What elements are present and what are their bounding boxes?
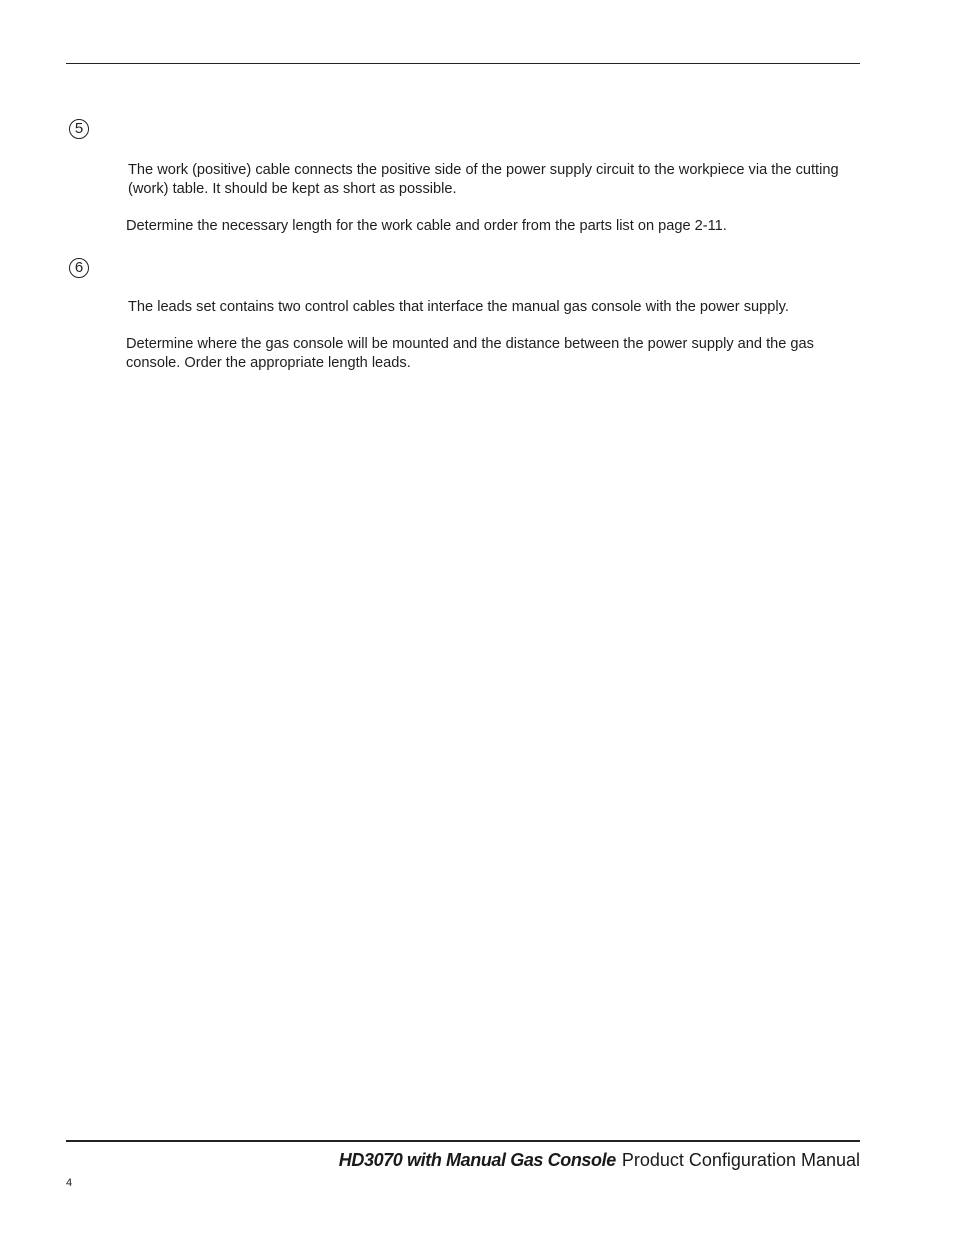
header-divider [66,63,860,64]
leads-order-instruction: Determine where the gas console will be mounted and the distance between the power supply and the gas console. Order the appropriate length leads. [126,336,814,371]
step-5-marker: 5 [69,119,89,139]
leads-set-description: The leads set contains two control cables that interface the manual gas console with the power supply. [128,299,789,315]
work-cable-description: The work (positive) cable connects the positive side of the power supply circuit to the workpiece via the cutting (work) table. It should be kept as short as possible. [128,162,839,197]
footer-manual-name: Product Configuration Manual [621,1150,860,1170]
page-number: 4 [66,1177,73,1189]
footer-product-name: HD3070 with Manual Gas Console [338,1150,616,1170]
footer-manual-title [339,1149,860,1171]
step-6-marker: 6 [69,258,89,278]
work-cable-order-instruction: Determine the necessary length for the work cable and order from the parts list on page 2-11. [126,218,727,234]
footer-divider [66,1140,860,1142]
